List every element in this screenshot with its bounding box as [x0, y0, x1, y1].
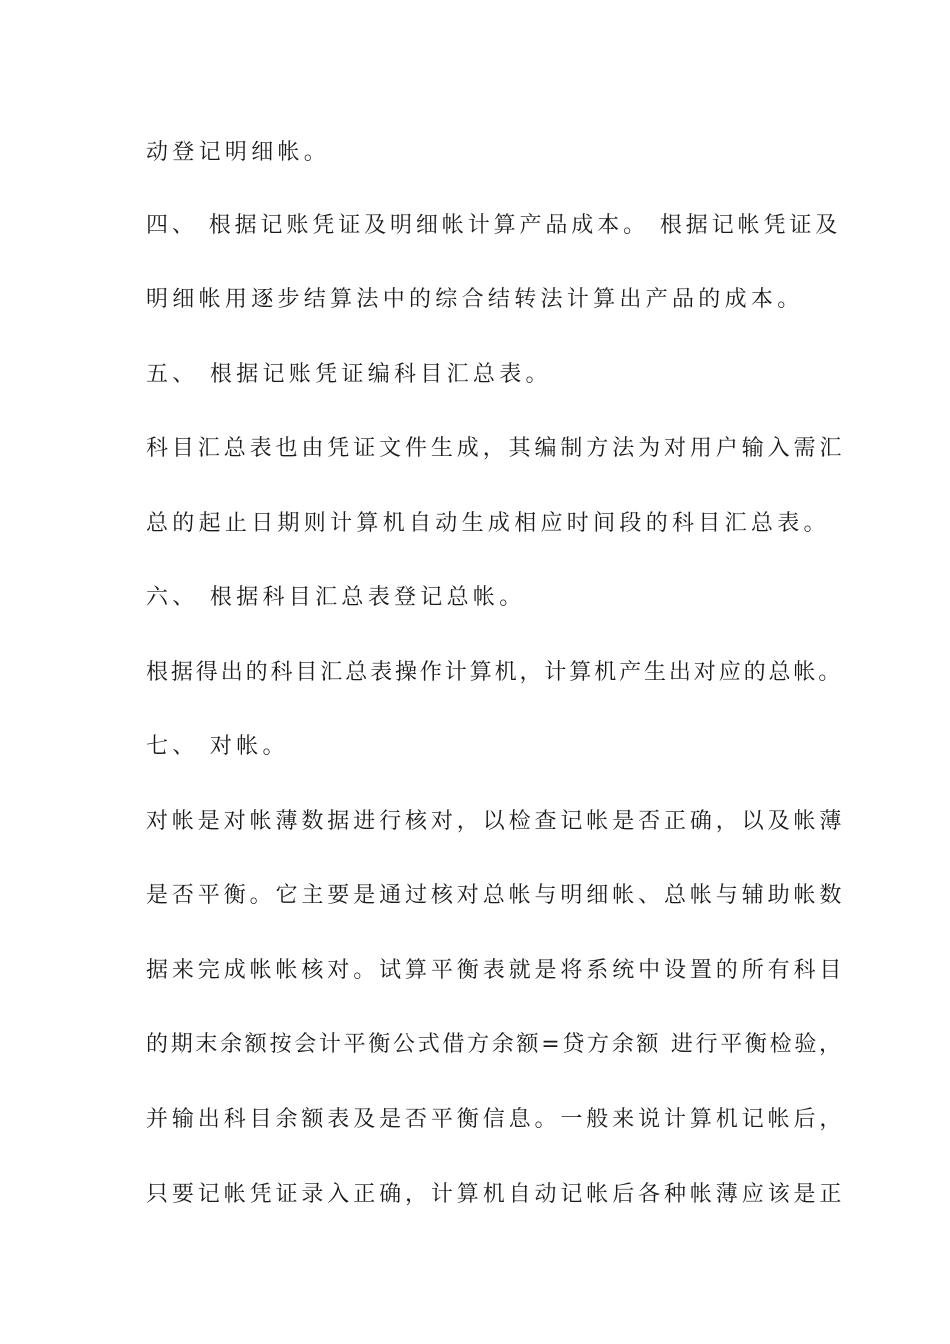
text-line: 总的起止日期则计算机自动生成相应时间段的科目汇总表。 — [146, 511, 830, 536]
text-line: 四、 根据记账凭证及明细帐计算产品成本。 根据记帐凭证及 — [146, 213, 842, 238]
text-line: 七、 对帐。 — [146, 734, 289, 759]
text-line: 五、 根据记账凭证编科目汇总表。 — [146, 362, 552, 387]
text-line: 根据得出的科目汇总表操作计算机，计算机产生出对应的总帐。 — [146, 660, 844, 685]
text-line: 只要记帐凭证录入正确，计算机自动记帐后各种帐薄应该是正 — [146, 1182, 846, 1207]
text-line: 动登记明细帐。 — [146, 140, 331, 165]
text-line: 明细帐用逐步结算法中的综合结转法计算出产品的成本。 — [146, 287, 804, 312]
text-line: 并输出科目余额表及是否平衡信息。一般来说计算机记帐后， — [146, 1107, 846, 1132]
text-line: 的期末余额按会计平衡公式借方余额=贷方余额 进行平衡检验， — [146, 1032, 844, 1057]
text-line: 对帐是对帐薄数据进行核对，以检查记帐是否正确，以及帐薄 — [146, 809, 846, 834]
text-line: 科目汇总表也由凭证文件生成，其编制方法为对用户输入需汇 — [146, 436, 846, 461]
text-line: 是否平衡。它主要是通过核对总帐与明细帐、总帐与辅助帐数 — [146, 883, 846, 908]
text-line: 据来完成帐帐核对。试算平衡表就是将系统中设置的所有科目 — [146, 958, 846, 983]
text-line: 六、 根据科目汇总表登记总帐。 — [146, 585, 526, 610]
